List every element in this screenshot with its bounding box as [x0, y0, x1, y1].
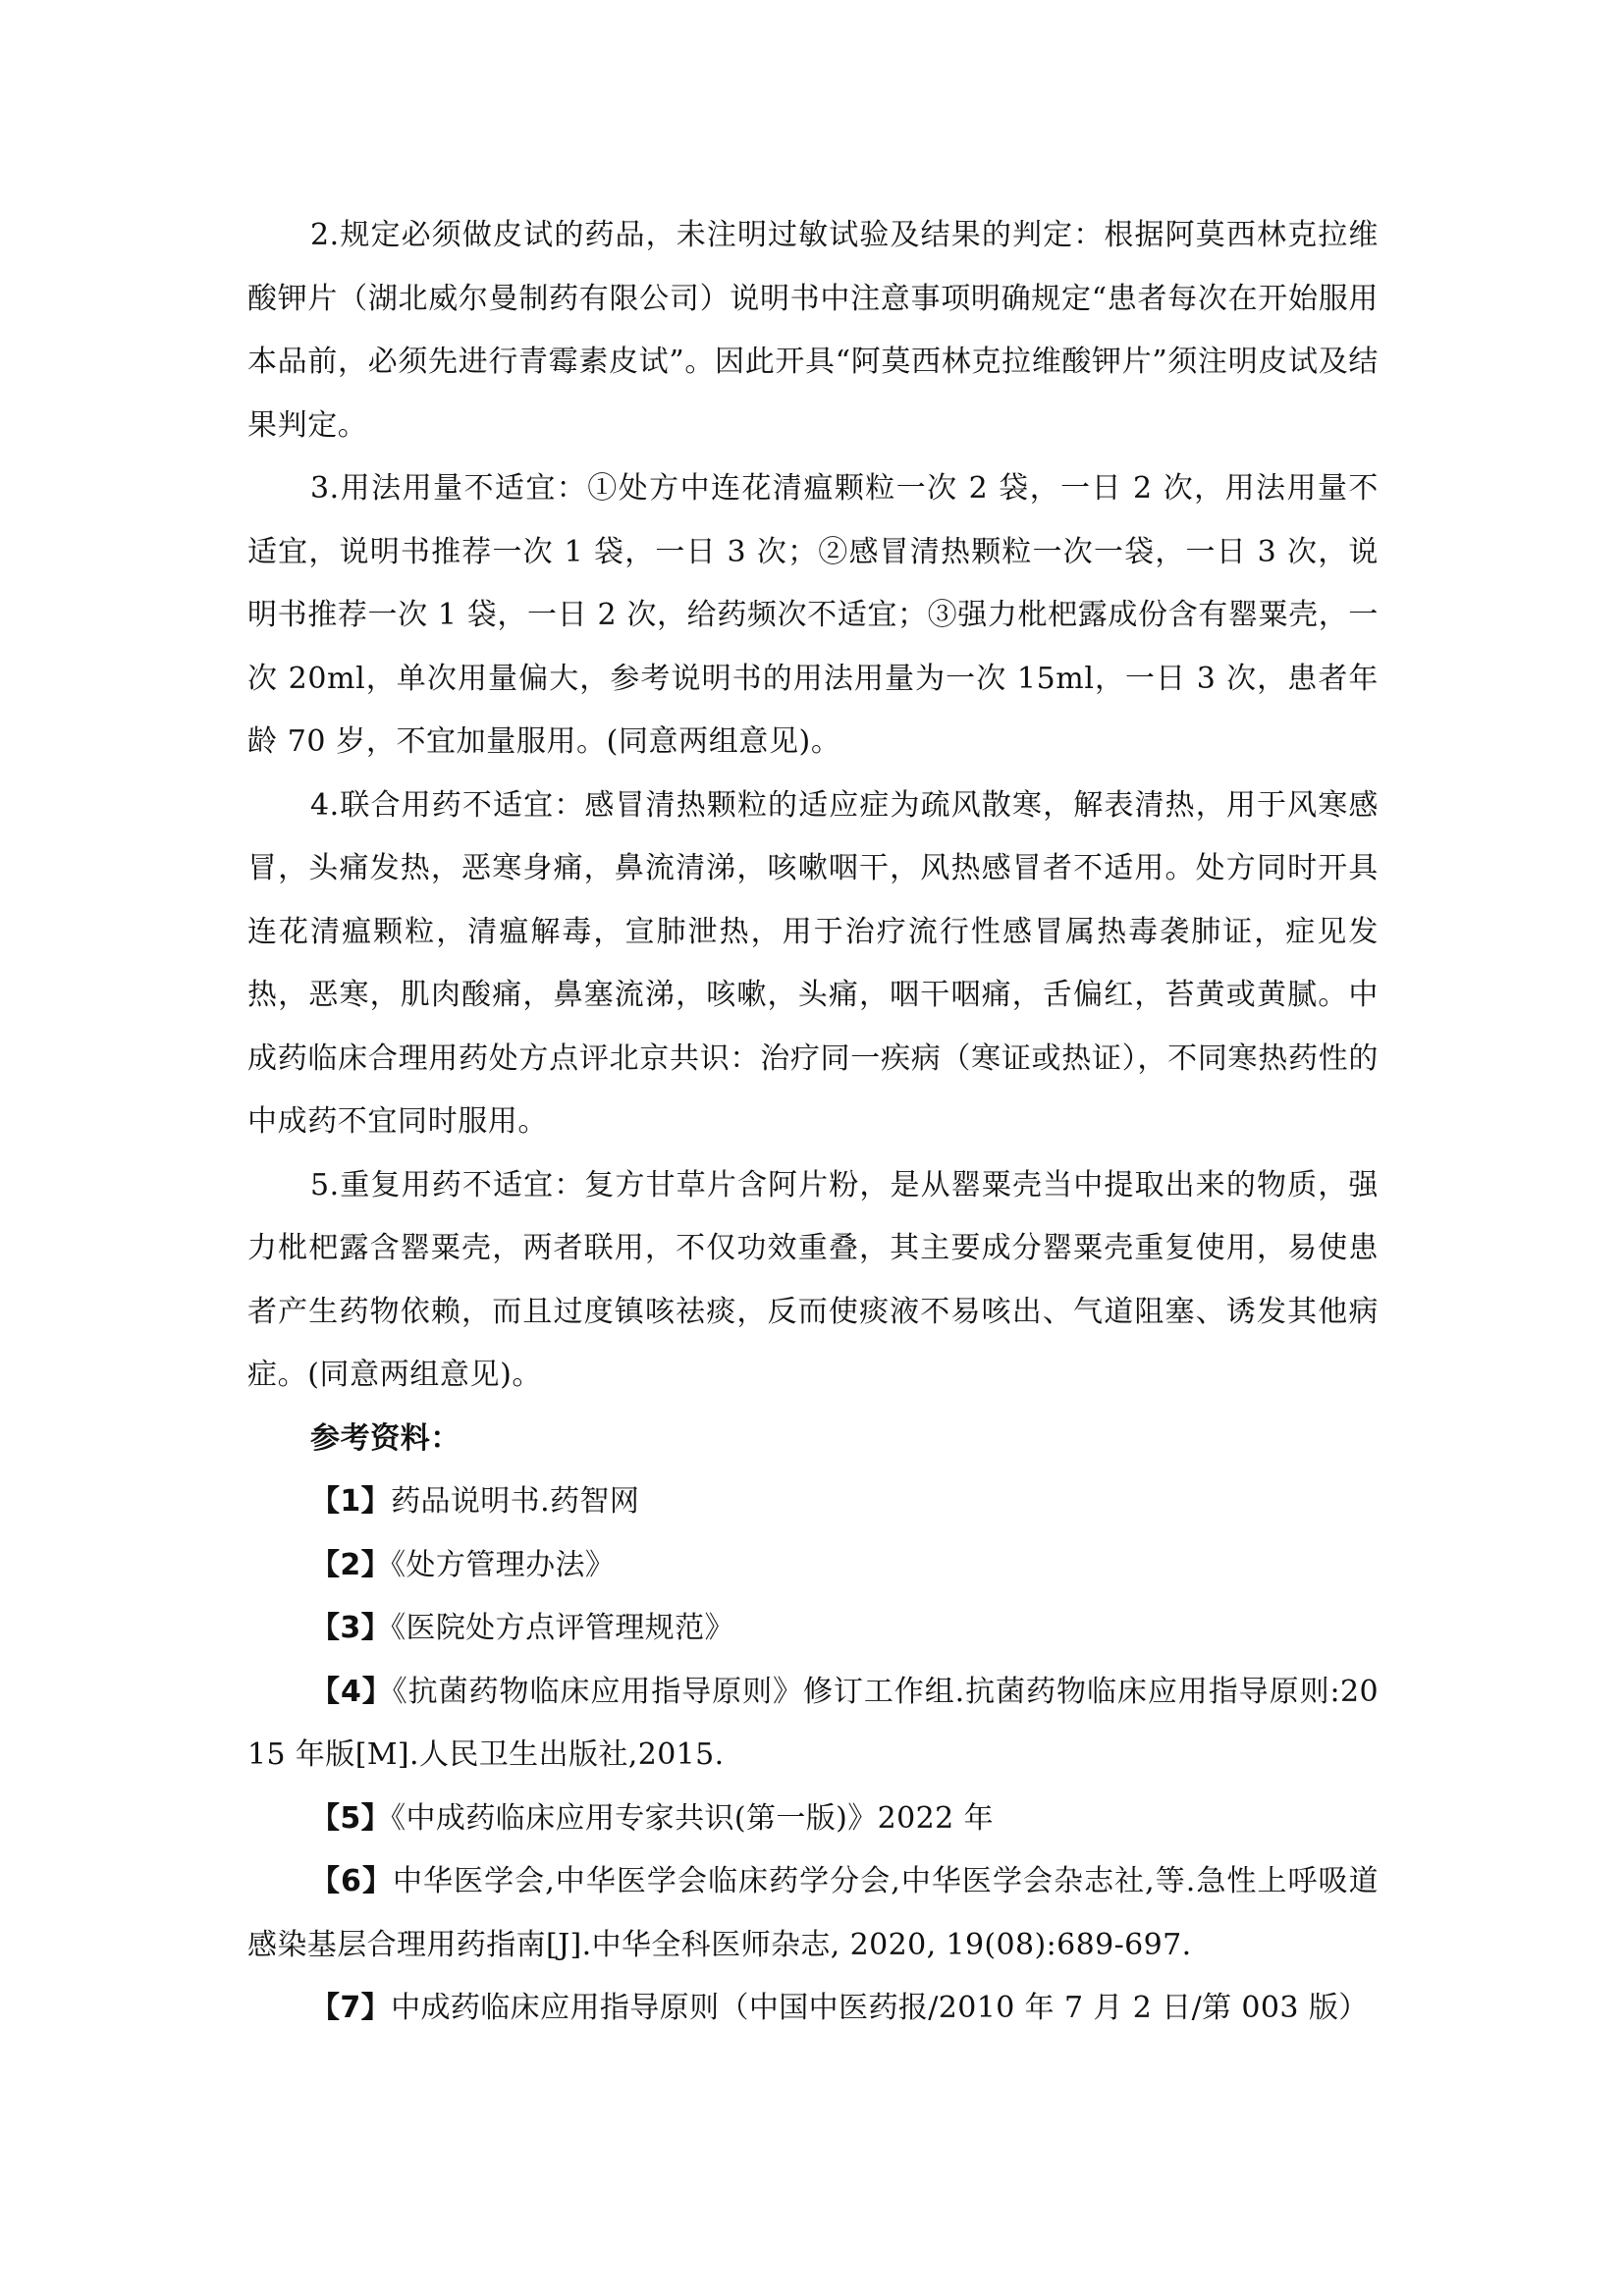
- reference-item-6: [247, 1850, 1379, 1977]
- reference-number: 【5】: [310, 1800, 392, 1836]
- reference-item-4: [247, 1661, 1379, 1788]
- paragraph-combination: 4.联合用药不适宜：感冒清热颗粒的适应症为疏风散寒，解表清热，用于风寒感冒，头痛发热，恶寒身痛，鼻流清涕，咳嗽咽干，风热感冒者不适用。处方同时开具连花清瘟颗粒，清瘟解毒，宣肺泄热，用于治疗流行性感冒属热毒袭肺证，症见发热，恶寒，肌肉酸痛，鼻塞流涕，咳嗽，头痛，咽干咽痛，舌偏红，苔黄或黄腻。中成药临床合理用药处方点评北京共识：治疗同一疾病（寒证或热证），不同寒热药性的中成药不宜同时服用。: [247, 787, 1379, 1139]
- document-body: [247, 204, 1379, 2041]
- reference-item-3: [247, 1597, 1379, 1661]
- reference-text: 药品说明书.药智网: [391, 1484, 640, 1519]
- reference-text: 中华医学会,中华医学会临床药学分会,中华医学会杂志社,等.急性上呼吸道感染基层合理用药指南[J].中华全科医师杂志, 2020, 19(08):689-697.: [247, 1864, 1379, 1962]
- reference-item-7: [247, 1977, 1379, 2041]
- paragraph-duplication: 5.重复用药不适宜：复方甘草片含阿片粉，是从罂粟壳当中提取出来的物质，强力枇杷露含罂粟壳，两者联用，不仅功效重叠，其主要成分罂粟壳重复使用，易使患者产生药物依赖，而且过度镇咳祛痰，反而使痰液不易咳出、气道阻塞、诱发其他病症。(同意两组意见)。: [247, 1167, 1379, 1392]
- paragraph-dosage: 3.用法用量不适宜：①处方中连花清瘟颗粒一次 2 袋，一日 2 次，用法用量不适宜，说明书推荐一次 1 袋，一日 3 次；②感冒清热颗粒一次一袋，一日 3 次，说明书推荐一次 1 袋，一日 2 次，给药频次不适宜；③强力枇杷露成份含有罂粟壳，一次 20ml，单次用量偏大，参考说明书的用法用量为一次 15ml，一日 3 次，患者年龄 70 岁，不宜加量服用。(同意两组意见)。: [247, 471, 1379, 759]
- references-title: 参考资料：: [310, 1420, 460, 1456]
- reference-number: 【2】: [310, 1547, 392, 1582]
- reference-number: 【1】: [310, 1484, 392, 1519]
- reference-item-5: [247, 1788, 1379, 1851]
- reference-text: 《处方管理办法》: [391, 1547, 616, 1582]
- reference-item-1: [247, 1470, 1379, 1534]
- reference-number: 【4】: [310, 1674, 393, 1709]
- reference-number: 【3】: [310, 1611, 392, 1645]
- reference-number: 【7】: [310, 1991, 392, 2025]
- paragraph-skin-test: 2.规定必须做皮试的药品，未注明过敏试验及结果的判定：根据阿莫西林克拉维酸钾片（湖北威尔曼制药有限公司）说明书中注意事项明确规定“患者每次在开始服用本品前，必须先进行青霉素皮试”。因此开具“阿莫西林克拉维酸钾片”须注明皮试及结果判定。: [247, 218, 1379, 443]
- reference-item-2: [247, 1534, 1379, 1598]
- reference-text: 《抗菌药物临床应用指导原则》修订工作组.抗菌药物临床应用指导原则:2015 年版[M].人民卫生出版社,2015.: [247, 1674, 1379, 1772]
- reference-number: 【6】: [310, 1864, 394, 1898]
- reference-text: 中成药临床应用指导原则（中国中医药报/2010 年 7 月 2 日/第 003 版）: [391, 1991, 1369, 2025]
- reference-text: 《医院处方点评管理规范》: [391, 1611, 734, 1645]
- reference-text: 《中成药临床应用专家共识(第一版)》2022 年: [391, 1800, 994, 1836]
